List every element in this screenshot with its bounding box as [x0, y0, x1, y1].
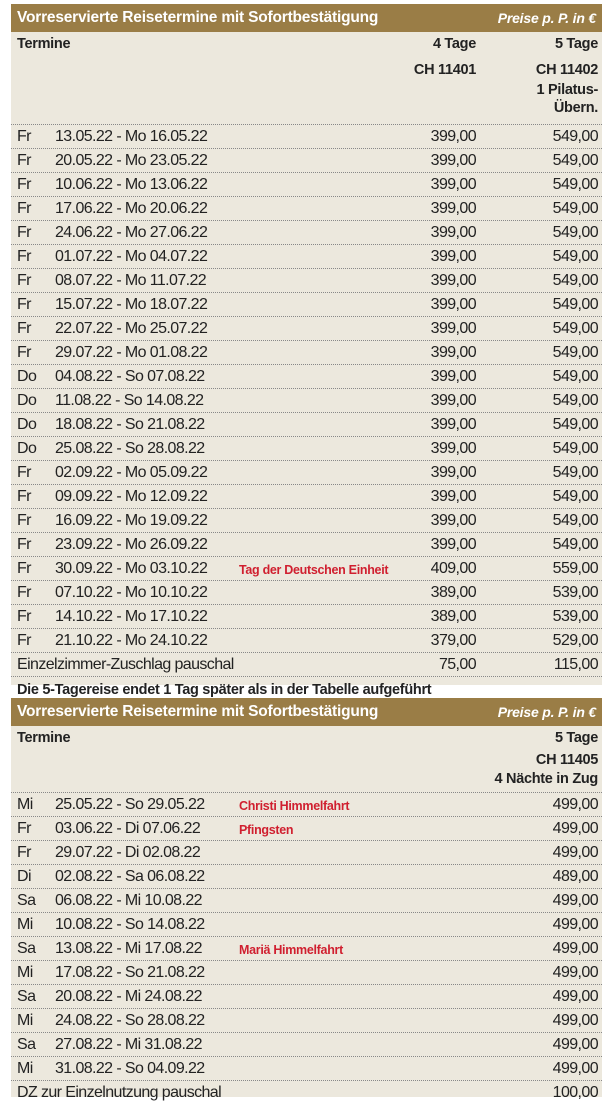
date-range: 06.08.22 - Mi 10.08.22	[55, 892, 202, 909]
date-range: 20.05.22 - Mo 23.05.22	[55, 152, 208, 169]
table-row	[11, 936, 602, 960]
date-range: 20.08.22 - Mi 24.08.22	[55, 988, 202, 1005]
price-4-days: 399,00	[430, 320, 476, 337]
price-5-days: 549,00	[552, 464, 598, 481]
price-5-days: 499,00	[552, 988, 598, 1005]
date-range: 23.09.22 - Mo 26.09.22	[55, 536, 208, 553]
table-row	[11, 172, 602, 196]
price-5-days: 549,00	[552, 272, 598, 289]
table-row	[11, 1008, 602, 1032]
weekday: Fr	[17, 176, 31, 193]
holiday-note: Christi Himmelfahrt	[239, 799, 350, 813]
date-range: 25.05.22 - So 29.05.22	[55, 796, 205, 813]
date-range: 17.06.22 - Mo 20.06.22	[55, 200, 208, 217]
table-row	[11, 148, 602, 172]
table-row	[11, 340, 602, 364]
weekday: Do	[17, 440, 37, 457]
surcharge-label: Einzelzimmer-Zuschlag pauschal	[17, 656, 234, 673]
price-5-days: 549,00	[552, 416, 598, 433]
surcharge-row	[11, 652, 602, 676]
weekday: Fr	[17, 200, 31, 217]
table-row	[11, 364, 602, 388]
price-5-days: 549,00	[552, 320, 598, 337]
price-5-days: 549,00	[552, 128, 598, 145]
weekday: Fr	[17, 844, 31, 861]
price-4-days: 409,00	[430, 560, 476, 577]
price-4-days: 399,00	[430, 272, 476, 289]
table-header-bar	[11, 4, 602, 32]
table-row	[11, 436, 602, 460]
date-range: 07.10.22 - Mo 10.10.22	[55, 584, 208, 601]
date-range: 18.08.22 - So 21.08.22	[55, 416, 205, 433]
surcharge-row	[11, 1080, 602, 1104]
price-5-days: 499,00	[552, 916, 598, 933]
date-range: 29.07.22 - Mo 01.08.22	[55, 344, 208, 361]
price-4-days: 389,00	[430, 608, 476, 625]
date-range: 13.08.22 - Mi 17.08.22	[55, 940, 202, 957]
col-5-days-header: 5 Tage	[554, 730, 598, 746]
col-5-days-header: 5 Tage	[554, 36, 598, 52]
price-4-days: 399,00	[430, 152, 476, 169]
table-row	[11, 412, 602, 436]
table-row	[11, 196, 602, 220]
price-unit-label: Preise p. P. in €	[497, 10, 596, 26]
date-range: 22.07.22 - Mo 25.07.22	[55, 320, 208, 337]
price-5-days: 549,00	[552, 248, 598, 265]
date-range: 29.07.22 - Di 02.08.22	[55, 844, 201, 861]
price-5-days: 549,00	[552, 152, 598, 169]
price-5-days: 499,00	[552, 940, 598, 957]
date-range: 10.06.22 - Mo 13.06.22	[55, 176, 208, 193]
col-termine-header: Termine	[17, 730, 71, 746]
col-4-code: CH 11401	[413, 62, 476, 78]
price-4-days: 379,00	[430, 632, 476, 649]
table-row	[11, 912, 602, 936]
price-5-days: 499,00	[552, 892, 598, 909]
date-range: 14.10.22 - Mo 17.10.22	[55, 608, 208, 625]
table-row	[11, 864, 602, 888]
price-5-days: 499,00	[552, 1036, 598, 1053]
price-4-days: 399,00	[430, 128, 476, 145]
holiday-note: Pfingsten	[239, 823, 294, 837]
column-headers	[11, 32, 602, 124]
weekday: Fr	[17, 536, 31, 553]
table-row	[11, 388, 602, 412]
table-row	[11, 816, 602, 840]
price-4-days: 399,00	[430, 368, 476, 385]
price-4-days: 399,00	[430, 176, 476, 193]
price-4-days: 399,00	[430, 344, 476, 361]
weekday: Fr	[17, 224, 31, 241]
weekday: Di	[17, 868, 31, 885]
surcharge-price-5: 115,00	[553, 656, 598, 673]
col-5-code: CH 11402	[535, 62, 598, 78]
weekday: Mi	[17, 964, 33, 981]
weekday: Sa	[17, 940, 36, 957]
table-row	[11, 124, 602, 148]
table-row	[11, 1032, 602, 1056]
table-row	[11, 532, 602, 556]
table-row	[11, 484, 602, 508]
col-5-code: CH 11405	[535, 752, 598, 768]
price-5-days: 499,00	[552, 844, 598, 861]
table-row	[11, 508, 602, 532]
date-range: 02.09.22 - Mo 05.09.22	[55, 464, 208, 481]
table-row	[11, 960, 602, 984]
table-title: Vorreservierte Reisetermine mit Sofortbestätigung	[17, 703, 379, 720]
weekday: Fr	[17, 248, 31, 265]
date-range: 24.06.22 - Mo 27.06.22	[55, 224, 208, 241]
price-4-days: 399,00	[430, 464, 476, 481]
weekday: Fr	[17, 608, 31, 625]
weekday: Fr	[17, 632, 31, 649]
holiday-note: Tag der Deutschen Einheit	[239, 563, 389, 577]
price-5-days: 549,00	[552, 176, 598, 193]
table-row	[11, 292, 602, 316]
col-5-note-line1: 1 Pilatus-	[536, 82, 598, 98]
date-range: 09.09.22 - Mo 12.09.22	[55, 488, 208, 505]
date-range: 21.10.22 - Mo 24.10.22	[55, 632, 208, 649]
weekday: Fr	[17, 560, 31, 577]
price-4-days: 399,00	[430, 488, 476, 505]
table-row	[11, 220, 602, 244]
date-range: 02.08.22 - Sa 06.08.22	[55, 868, 205, 885]
date-range: 04.08.22 - So 07.08.22	[55, 368, 205, 385]
price-5-days: 529,00	[552, 632, 598, 649]
price-5-days: 499,00	[552, 964, 598, 981]
date-range: 24.08.22 - So 28.08.22	[55, 1012, 205, 1029]
date-range: 31.08.22 - So 04.09.22	[55, 1060, 205, 1077]
price-5-days: 499,00	[552, 820, 598, 837]
weekday: Fr	[17, 128, 31, 145]
weekday: Mi	[17, 1060, 33, 1077]
footnote: Die 5-Tagereise endet 1 Tag später als in der Tabelle aufgeführt	[11, 676, 602, 698]
price-4-days: 389,00	[430, 584, 476, 601]
price-5-days: 549,00	[552, 512, 598, 529]
price-4-days: 399,00	[430, 224, 476, 241]
price-4-days: 399,00	[430, 296, 476, 313]
date-range: 08.07.22 - Mo 11.07.22	[55, 272, 207, 289]
weekday: Fr	[17, 272, 31, 289]
price-5-days: 549,00	[552, 296, 598, 313]
col-5-note: 4 Nächte in Zug	[494, 771, 598, 787]
price-table-2	[11, 698, 602, 1101]
price-5-days: 549,00	[552, 344, 598, 361]
weekday: Mi	[17, 1012, 33, 1029]
col-termine-header: Termine	[17, 36, 71, 52]
surcharge-price-5: 100,00	[552, 1084, 598, 1101]
date-range: 11.08.22 - So 14.08.22	[55, 392, 204, 409]
price-unit-label: Preise p. P. in €	[497, 704, 596, 720]
weekday: Do	[17, 392, 37, 409]
table-title: Vorreservierte Reisetermine mit Sofortbestätigung	[17, 9, 379, 26]
date-range: 01.07.22 - Mo 04.07.22	[55, 248, 208, 265]
weekday: Sa	[17, 1036, 36, 1053]
price-5-days: 539,00	[552, 584, 598, 601]
price-5-days: 549,00	[552, 536, 598, 553]
date-range: 13.05.22 - Mo 16.05.22	[55, 128, 208, 145]
weekday: Do	[17, 416, 37, 433]
price-4-days: 399,00	[430, 416, 476, 433]
table-row	[11, 1056, 602, 1080]
table-row	[11, 984, 602, 1008]
weekday: Fr	[17, 296, 31, 313]
table-row	[11, 604, 602, 628]
price-5-days: 549,00	[552, 488, 598, 505]
table-body	[11, 792, 602, 1080]
table-row	[11, 792, 602, 816]
weekday: Sa	[17, 892, 36, 909]
date-range: 16.09.22 - Mo 19.09.22	[55, 512, 208, 529]
price-5-days: 499,00	[552, 1060, 598, 1077]
table-row	[11, 268, 602, 292]
weekday: Fr	[17, 820, 31, 837]
weekday: Fr	[17, 464, 31, 481]
price-5-days: 549,00	[552, 224, 598, 241]
price-4-days: 399,00	[430, 392, 476, 409]
surcharge-label: DZ zur Einzelnutzung pauschal	[17, 1084, 222, 1101]
price-4-days: 399,00	[430, 200, 476, 217]
holiday-note: Mariä Himmelfahrt	[239, 943, 343, 957]
price-5-days: 549,00	[552, 200, 598, 217]
date-range: 03.06.22 - Di 07.06.22	[55, 820, 201, 837]
weekday: Fr	[17, 320, 31, 337]
table-row	[11, 840, 602, 864]
weekday: Mi	[17, 796, 33, 813]
weekday: Sa	[17, 988, 36, 1005]
price-5-days: 549,00	[552, 368, 598, 385]
date-range: 25.08.22 - So 28.08.22	[55, 440, 205, 457]
price-5-days: 549,00	[552, 392, 598, 409]
date-range: 30.09.22 - Mo 03.10.22	[55, 560, 208, 577]
weekday: Fr	[17, 344, 31, 361]
date-range: 10.08.22 - So 14.08.22	[55, 916, 205, 933]
price-5-days: 559,00	[552, 560, 598, 577]
weekday: Fr	[17, 488, 31, 505]
price-4-days: 399,00	[430, 248, 476, 265]
table-row	[11, 888, 602, 912]
table-header-bar	[11, 698, 602, 726]
table-row	[11, 460, 602, 484]
weekday: Fr	[17, 584, 31, 601]
price-5-days: 489,00	[552, 868, 598, 885]
table-row	[11, 580, 602, 604]
price-5-days: 499,00	[552, 1012, 598, 1029]
price-5-days: 539,00	[552, 608, 598, 625]
table-row	[11, 628, 602, 652]
col-5-note-line2: Übern.	[553, 100, 598, 116]
table-row	[11, 556, 602, 580]
col-4-days-header: 4 Tage	[432, 36, 476, 52]
price-4-days: 399,00	[430, 440, 476, 457]
surcharge-price-4: 75,00	[438, 656, 476, 673]
price-5-days: 499,00	[552, 796, 598, 813]
column-headers	[11, 726, 602, 792]
weekday: Do	[17, 368, 37, 385]
price-4-days: 399,00	[430, 512, 476, 529]
table-body	[11, 124, 602, 652]
price-4-days: 399,00	[430, 536, 476, 553]
date-range: 27.08.22 - Mi 31.08.22	[55, 1036, 202, 1053]
date-range: 17.08.22 - So 21.08.22	[55, 964, 205, 981]
weekday: Mi	[17, 916, 33, 933]
table-row	[11, 244, 602, 268]
weekday: Fr	[17, 152, 31, 169]
table-row	[11, 316, 602, 340]
weekday: Fr	[17, 512, 31, 529]
date-range: 15.07.22 - Mo 18.07.22	[55, 296, 208, 313]
price-table-1	[11, 4, 602, 698]
price-5-days: 549,00	[552, 440, 598, 457]
